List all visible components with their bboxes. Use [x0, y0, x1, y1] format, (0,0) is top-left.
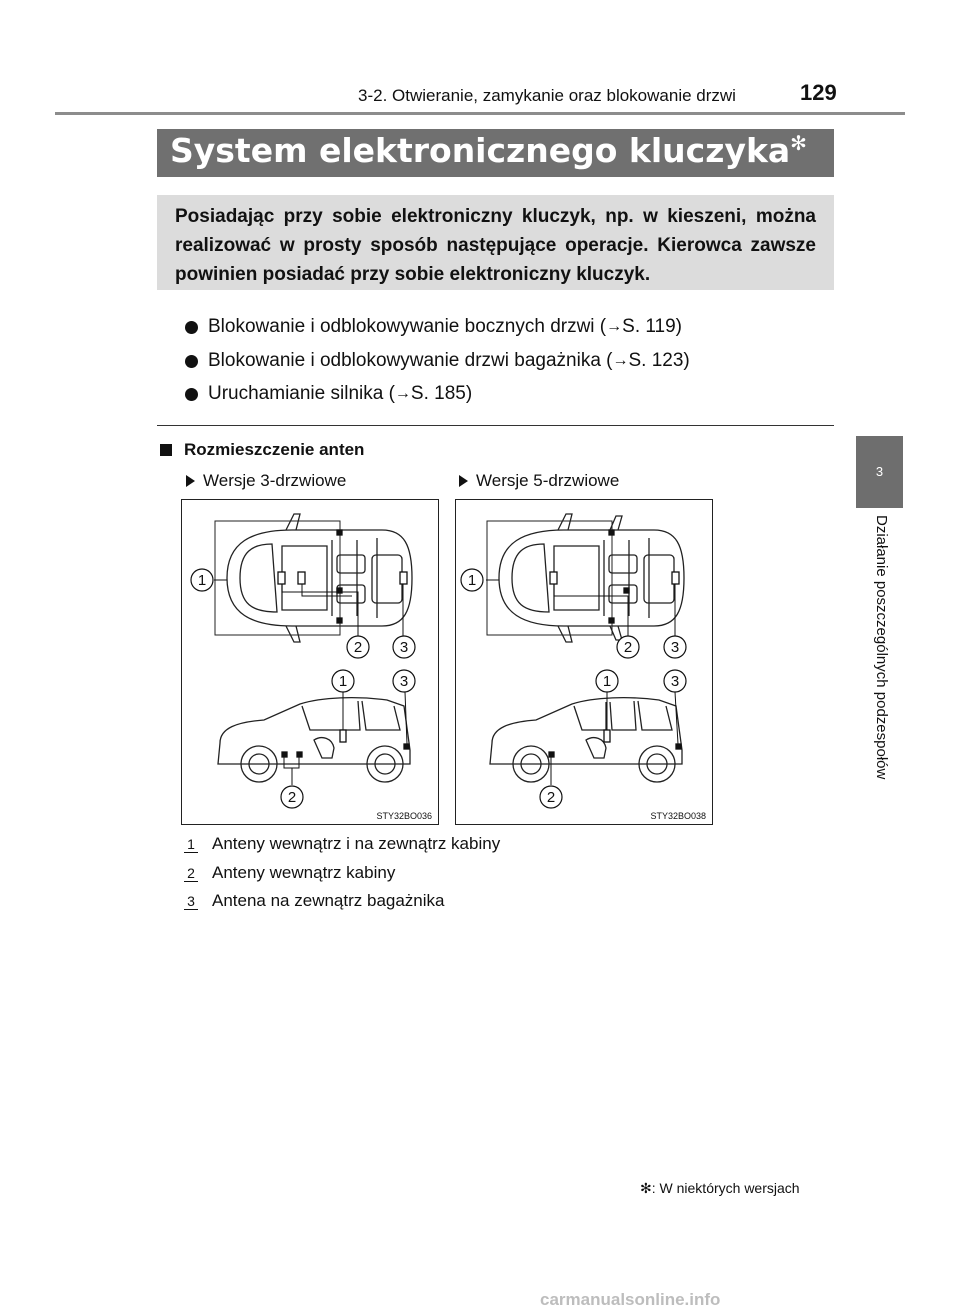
- arrow-icon: →: [606, 318, 623, 335]
- chapter-tab: 3: [856, 436, 903, 508]
- car-illustration-5-door: [456, 500, 712, 824]
- callout-2-label: 2: [546, 789, 556, 806]
- figure-code: STY32BO038: [650, 811, 706, 821]
- legend-number: 1: [184, 836, 198, 853]
- section-heading: [160, 440, 364, 460]
- antenna-diagram-3-door: [181, 499, 439, 825]
- page-number: 129: [800, 80, 837, 105]
- variant-label-3-door: [186, 471, 346, 491]
- page-ref-link[interactable]: S. 185): [410, 383, 473, 404]
- chapter-tab-label: Działanie poszczególnych podzespołów: [873, 515, 890, 780]
- arrow-icon: →: [394, 385, 411, 402]
- bullet-item: [185, 316, 682, 338]
- intro-text: Posiadając przy sobie elektroniczny kluczyk, np. w kieszeni, można realizować w prosty sposób następujące operacje. Kierowca zawsze powinien posiadać przy sobie elektroniczny kluczyk.: [175, 206, 816, 285]
- header-rule: [55, 112, 905, 115]
- bullet-item: [185, 383, 472, 405]
- legend-number: 2: [184, 865, 198, 882]
- callout-3-label: 3: [670, 673, 680, 690]
- legend-item: [184, 834, 500, 854]
- bullet-icon: [185, 321, 198, 334]
- arrow-icon: →: [612, 352, 629, 369]
- antenna-diagram-5-door: [455, 499, 713, 825]
- watermark: carmanualsonline.info: [540, 1290, 721, 1309]
- legend-item: [184, 863, 395, 883]
- bullet-icon: [185, 355, 198, 368]
- callout-2-label: 2: [623, 639, 633, 656]
- bullet-text: Uruchamianie silnika (: [208, 383, 395, 404]
- legend-text: Anteny wewnątrz kabiny: [212, 863, 396, 882]
- page-title: [170, 131, 807, 170]
- page-title-text: System elektronicznego kluczyka: [170, 131, 791, 170]
- variant-label-text: Wersje 5-drzwiowe: [476, 471, 620, 490]
- legend-text: Antena na zewnątrz bagażnika: [212, 891, 445, 910]
- callout-3-label: 3: [670, 639, 680, 656]
- running-header: 3-2. Otwieranie, zamykanie oraz blokowanie drzwi: [358, 86, 736, 105]
- legend-item: [184, 891, 445, 911]
- triangle-bullet-icon: [459, 475, 468, 487]
- section-heading-text: Rozmieszczenie anten: [184, 440, 365, 459]
- callout-3-label: 3: [399, 639, 409, 656]
- section-rule: [157, 425, 834, 426]
- figure-code: STY32BO036: [376, 811, 432, 821]
- page-ref-link[interactable]: S. 123): [628, 350, 690, 371]
- bullet-item: [185, 350, 690, 372]
- callout-1-label: 1: [467, 572, 477, 589]
- bullet-icon: [185, 388, 198, 401]
- page-ref-link[interactable]: S. 119): [622, 316, 682, 337]
- footnote-text: : W niektórych wersjach: [651, 1180, 800, 1196]
- bullet-text: Blokowanie i odblokowywanie bocznych drzwi (: [208, 316, 607, 337]
- callout-2-label: 2: [287, 789, 297, 806]
- legend-text: Anteny wewnątrz i na zewnątrz kabiny: [212, 834, 501, 853]
- variant-label-5-door: [459, 471, 619, 491]
- bullet-text: Blokowanie i odblokowywanie drzwi bagażnika (: [208, 350, 613, 371]
- footnote-asterisk: ✻: [640, 1180, 652, 1196]
- triangle-bullet-icon: [186, 475, 195, 487]
- callout-1-label: 1: [197, 572, 207, 589]
- callout-2-label: 2: [353, 639, 363, 656]
- variant-label-text: Wersje 3-drzwiowe: [203, 471, 347, 490]
- legend-number: 3: [184, 893, 198, 910]
- callout-3-label: 3: [399, 673, 409, 690]
- title-asterisk: ✻: [790, 131, 807, 155]
- callout-1-label: 1: [338, 673, 348, 690]
- car-illustration-3-door: [182, 500, 438, 824]
- square-bullet-icon: [160, 444, 172, 456]
- callout-1-label: 1: [602, 673, 612, 690]
- footnote: [640, 1180, 800, 1197]
